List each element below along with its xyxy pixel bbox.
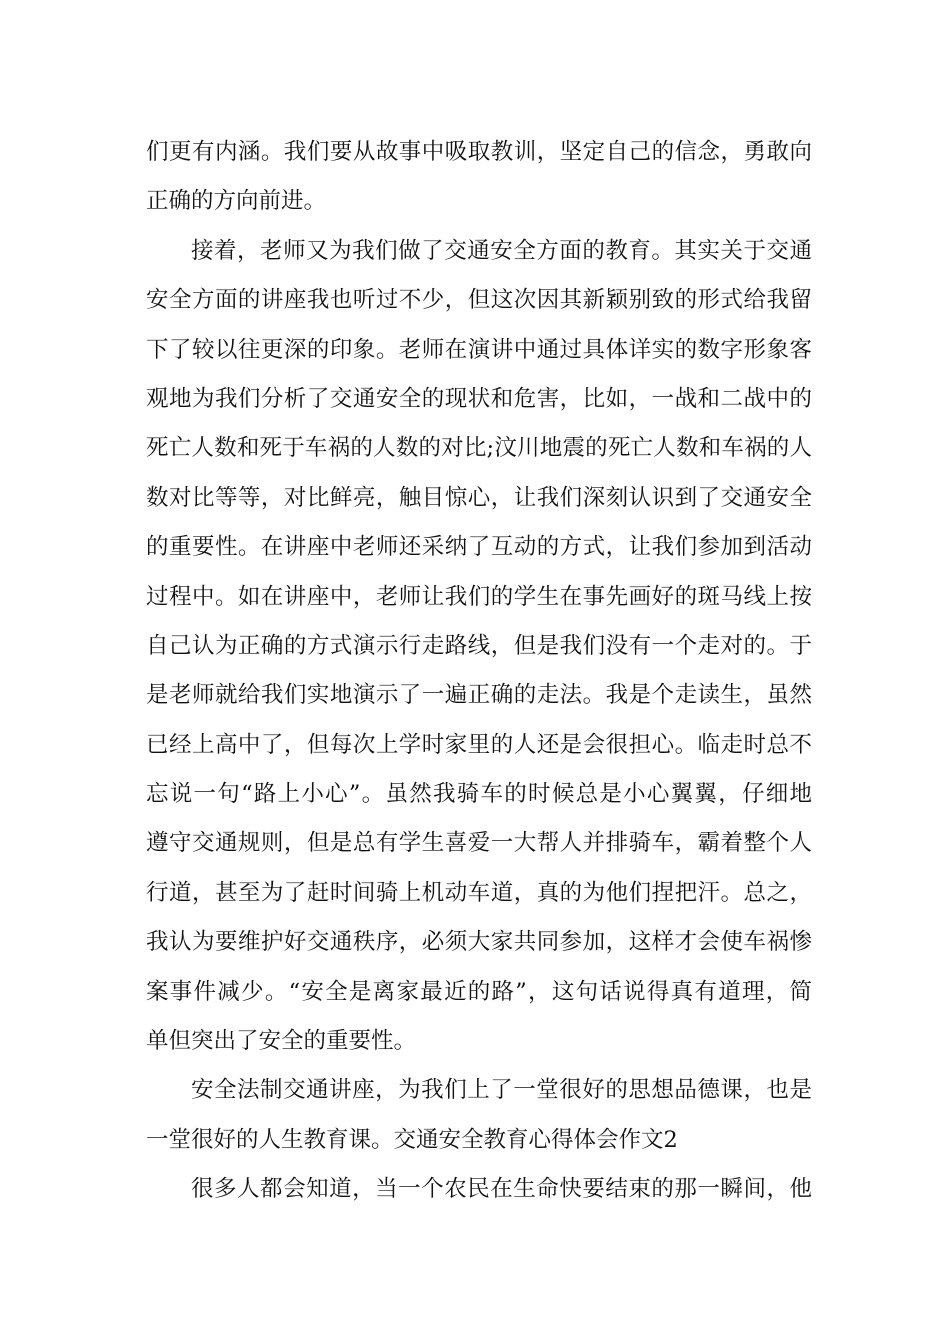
text-line-1: 们更有内涵。我们要从故事中吸取教训，坚定自己的信念，勇敢向 (146, 139, 812, 165)
text-line-11: 自己认为正确的方式演示行走路线，但是我们没有一个走对的。于 (146, 632, 812, 659)
text-line-17: 我认为要维护好交通秩序，必须大家共同参加，这样才会使车祸惨 (146, 929, 812, 956)
text-line-16: 行道，甚至为了赶时间骑上机动车道，真的为他们捏把汗。总之， (146, 879, 812, 906)
text-line-21: 一堂很好的人生教育课。交通安全教育心得体会作文2 (146, 1126, 678, 1153)
text-line-2: 正确的方向前进。 (146, 188, 327, 215)
text-line-5: 下了较以往更深的印象。老师在演讲中通过具体详实的数字形象客 (146, 336, 812, 363)
text-line-13: 已经上高中了，但每次上学时家里的人还是会很担心。临走时总不 (146, 731, 812, 758)
text-line-7: 死亡人数和死于车祸的人数的对比;汶川地震的死亡人数和车祸的人 (146, 435, 812, 462)
text-line-9: 的重要性。在讲座中老师还采纳了互动的方式，让我们参加到活动 (146, 534, 812, 561)
text-line-10: 过程中。如在讲座中，老师让我们的学生在事先画好的斑马线上按 (146, 583, 812, 610)
text-line-22: 很多人都会知道，当一个农民在生命快要结束的那一瞬间，他 (191, 1176, 812, 1203)
essay-body (146, 128, 812, 1215)
text-line-3: 接着，老师又为我们做了交通安全方面的教育。其实关于交通 (191, 237, 812, 264)
text-line-19: 单但突出了安全的重要性。 (146, 1028, 417, 1055)
text-line-6: 观地为我们分析了交通安全的现状和危害，比如，一战和二战中的 (146, 385, 812, 412)
text-line-20: 安全法制交通讲座，为我们上了一堂很好的思想品德课，也是 (191, 1077, 812, 1104)
text-line-12: 是老师就给我们实地演示了一遍正确的走法。我是个走读生，虽然 (146, 682, 812, 709)
text-line-4: 安全方面的讲座我也听过不少，但这次因其新颖别致的形式给我留 (146, 287, 812, 314)
text-line-18: 案事件减少。“安全是离家最近的路”，这句话说得真有道理，简 (146, 978, 812, 1005)
text-line-8: 数对比等等，对比鲜亮，触目惊心，让我们深刻认识到了交通安全 (146, 484, 812, 511)
text-line-15: 遵守交通规则，但是总有学生喜爱一大帮人并排骑车，霸着整个人 (146, 830, 812, 857)
text-line-14: 忘说一句“路上小心”。虽然我骑车的时候总是小心翼翼，仔细地 (146, 781, 812, 808)
